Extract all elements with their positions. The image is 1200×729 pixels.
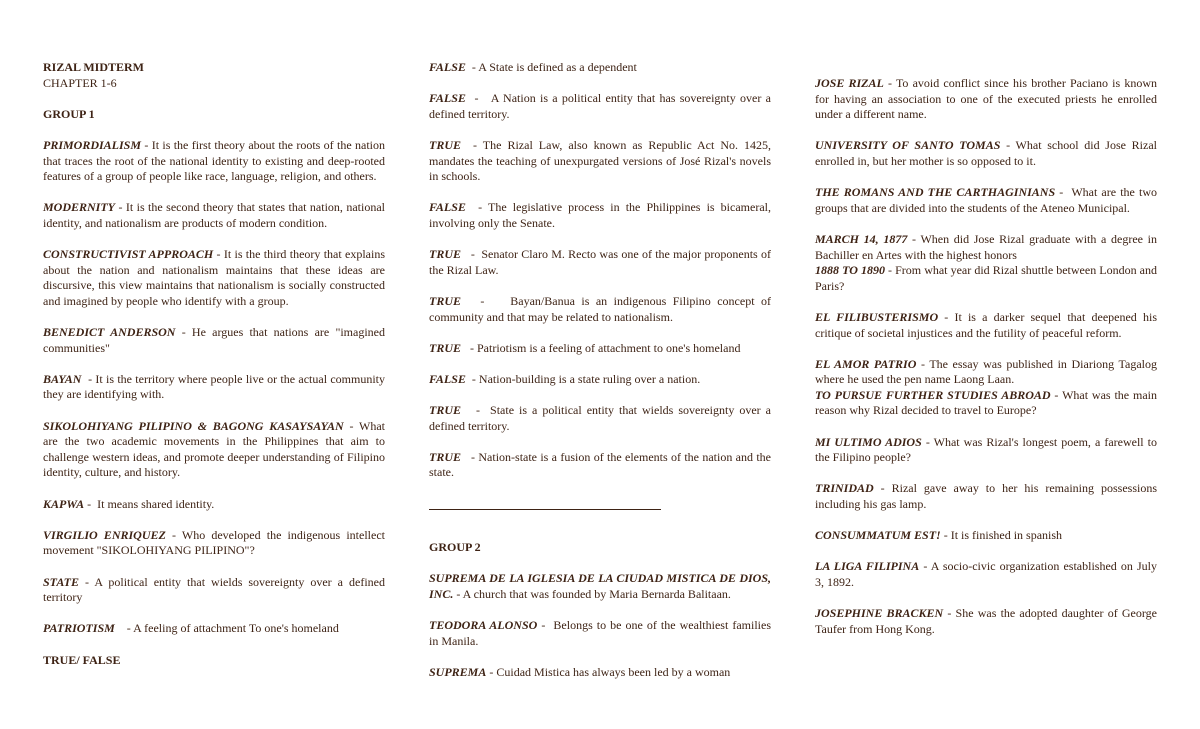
entry-text: - A political entity that wields sovereignty over a defined territory: [43, 574, 388, 605]
entry-term: TRINIDAD: [815, 481, 874, 496]
entry-text: - The legislative process in the Philippines is bicameral, involving only the Senate.: [429, 200, 774, 230]
definition-entry: [43, 200, 388, 231]
entry-term: TRUE: [429, 137, 462, 152]
entry-text: - A Nation is a political entity that has sovereignty over a defined territory.: [429, 91, 774, 121]
definition-entry: [43, 325, 388, 356]
true-false-entry: [429, 137, 774, 185]
entry-term: KAPWA: [43, 496, 85, 511]
entry-text: - It is finished in spanish: [940, 528, 1063, 543]
column-3: [815, 76, 1161, 653]
entry-text: - Rizal gave away to her his remaining possessions including his gas lamp.: [815, 481, 1160, 512]
entry-text: - A socio-civic organization established on July 3, 1892.: [815, 559, 1160, 589]
entry-term: MODERNITY: [43, 200, 116, 215]
entry-term: JOSE RIZAL: [815, 76, 884, 90]
definition-entry: [429, 618, 774, 649]
entry-term: TRUE: [429, 247, 462, 262]
entry-text: - It means shared identity.: [84, 496, 215, 511]
true-false-entry: [429, 60, 771, 76]
entry-text: - It is the third theory that explains about the nation and nationalism maintains that these ideas are discursive, this view maintains that nationalism is socially constructed and imagined by people who identify with a group.: [43, 247, 389, 308]
entry-term: PRIMORDIALISM: [43, 137, 142, 152]
entry-term: STATE: [43, 574, 80, 589]
definition-entry: [815, 231, 1160, 263]
column-1: [43, 60, 389, 684]
entry-text: - A feeling of attachment To one's homeland: [114, 621, 339, 636]
definition-entry: [429, 665, 771, 681]
definition-entry: [43, 371, 388, 403]
true-false-entry: [429, 372, 771, 388]
entry-term: SUPREMA DE LA IGLESIA DE LA CIUDAD MISTICA DE DIOS, INC.: [429, 571, 771, 601]
entry-text: - She was the adopted daughter of George Taufer from Hong Kong.: [815, 606, 1160, 636]
entry-text: - It is the second theory that states that nation, national identity, and nationalism are products of modern condition.: [43, 200, 388, 230]
entry-text: - A State is defined as a dependent: [465, 60, 637, 74]
entry-text: - Nation-state is a fusion of the elements of the nation and the state.: [429, 449, 774, 480]
group-2-heading: GROUP 2: [429, 540, 481, 555]
definition-entry: [43, 621, 385, 637]
column-2: [429, 60, 774, 696]
entry-text: - Nation-building is a state ruling over a nation.: [465, 371, 701, 386]
entry-text: - What was the main reason why Rizal decided to travel to Europe?: [815, 387, 1160, 418]
definition-entry: [815, 263, 1161, 294]
entry-term: FALSE: [429, 371, 466, 386]
entry-term: FALSE: [429, 200, 466, 215]
entry-text: - Belongs to be one of the wealthiest families in Manila.: [429, 618, 774, 648]
group-2-continued-definitions: [815, 76, 1161, 637]
definition-entry: [815, 76, 1160, 123]
entry-term: LA LIGA FILIPINA: [815, 559, 920, 574]
entry-text: - It is the territory where people live or the actual community they are identifying with.: [43, 371, 388, 402]
entry-term: TRUE: [429, 293, 462, 308]
entry-term: BAYAN: [43, 371, 82, 386]
entry-term: EL AMOR PATRIO: [815, 356, 917, 371]
group-1-definitions: [43, 137, 389, 637]
entry-term: UNIVERSITY OF SANTO TOMAS: [815, 138, 1001, 153]
entry-text: - What are the two groups that are divided into the students of the Ateneo Municipal.: [815, 185, 1161, 215]
entry-term: TEODORA ALONSO: [429, 618, 538, 632]
entry-term: VIRGILIO ENRIQUEZ: [43, 527, 166, 542]
entry-term: PATRIOTISM: [43, 621, 115, 636]
true-false-entry: [429, 91, 774, 122]
definition-entry: [43, 497, 385, 513]
true-false-heading: TRUE/ FALSE: [43, 652, 121, 667]
true-false-entry: [429, 449, 774, 481]
definition-entry: [815, 434, 1160, 466]
true-false-entry: [429, 247, 774, 278]
entry-text: - What was Rizal's longest poem, a farewell to the Filipino people?: [815, 434, 1160, 465]
entry-term: FALSE: [429, 60, 466, 74]
definition-entry: [815, 606, 1160, 637]
definition-entry: [43, 527, 388, 559]
entry-text: - A church that was founded by Maria Bernarda Balitaan.: [453, 586, 731, 601]
true-false-entry: [429, 293, 774, 325]
entry-term: EL FILIBUSTERISMO: [815, 309, 939, 324]
document-title: RIZAL MIDTERM: [43, 60, 145, 74]
entry-term: MI ULTIMO ADIOS: [815, 434, 922, 449]
definition-entry: [43, 418, 389, 481]
group-2-definitions: [429, 571, 774, 680]
entry-text: - State is a political entity that wields sovereignty over a defined territory.: [429, 403, 774, 433]
entry-term: CONSTRUCTIVIST APPROACH: [43, 247, 214, 262]
entry-text: - Senator Claro M. Recto was one of the major proponents of the Rizal Law.: [429, 247, 774, 277]
section-divider: [429, 509, 661, 510]
definition-entry: [815, 559, 1160, 590]
entry-term: BENEDICT ANDERSON: [43, 325, 176, 340]
entry-term: TRUE: [429, 403, 462, 418]
entry-text: - It is a darker sequel that deepened his critique of societal injustices and the futility of peaceful reform.: [815, 309, 1160, 340]
document-subtitle: CHAPTER 1-6: [43, 75, 117, 90]
entry-term: TO PURSUE FURTHER STUDIES ABROAD: [815, 387, 1051, 402]
entry-term: SUPREMA: [429, 664, 487, 679]
entry-term: JOSEPHINE BRACKEN: [815, 606, 944, 621]
entry-text: - Who developed the indigenous intellect movement "SIKOLOHIYANG PILIPINO"?: [43, 527, 388, 558]
definition-entry: [43, 137, 388, 185]
true-false-entry: [429, 403, 774, 434]
entry-term: TRUE: [429, 340, 462, 355]
entry-text: - What are the two academic movements in the Philippines that aim to challenge western ideas, and promote deeper understanding of Filipino identity, culture, and history.: [43, 418, 389, 480]
true-false-entry: [429, 200, 774, 231]
entry-text: - He argues that nations are "imagined communities": [43, 325, 388, 355]
definition-entry: [815, 138, 1160, 169]
entry-term: MARCH 14, 1877: [815, 231, 908, 246]
definition-entry: [815, 528, 1157, 544]
entry-text: - From what year did Rizal shuttle between London and Paris?: [815, 263, 1161, 293]
entry-text: - To avoid conflict since his brother Paciano is known for having an association to one of the executed priests he enrolled under a different name.: [815, 76, 1160, 122]
entry-text: - Patriotism is a feeling of attachment to one's homeland: [461, 340, 741, 355]
entry-text: - What school did Jose Rizal enrolled in, but her mother is so opposed to it.: [815, 138, 1160, 168]
entry-term: THE ROMANS AND THE CARTHAGINIANS: [815, 185, 1056, 200]
definition-entry: [429, 571, 771, 602]
entry-text: - The essay was published in Diariong Tagalog where he used the pen name Laong Laan.: [815, 356, 1160, 387]
definition-entry: [815, 309, 1160, 341]
definition-entry: [815, 356, 1160, 388]
definition-entry: [43, 247, 389, 309]
group-1-heading: GROUP 1: [43, 106, 95, 121]
entry-text: - Cuidad Mistica has always been led by a woman: [486, 664, 731, 679]
entry-text: - When did Jose Rizal graduate with a degree in Bachiller en Artes with the highest honors: [815, 231, 1160, 262]
definition-entry: [815, 387, 1160, 419]
entry-term: SIKOLOHIYANG PILIPINO & BAGONG KASAYSAYAN: [43, 418, 344, 433]
entry-term: FALSE: [429, 91, 466, 106]
entry-text: - Bayan/Banua is an indigenous Filipino concept of community and that may be related to nationalism.: [429, 293, 774, 324]
definition-entry: [815, 185, 1161, 216]
entry-term: CONSUMMATUM EST!: [815, 528, 941, 543]
entry-text: - The Rizal Law, also known as Republic Act No. 1425, mandates the teaching of unexpurgated versions of José Rizal's novels in schools.: [429, 137, 774, 184]
entry-term: 1888 TO 1890: [815, 263, 885, 278]
definition-entry: [815, 481, 1160, 512]
definition-entry: [43, 574, 388, 606]
true-false-entry: [429, 341, 771, 357]
true-false-items: [429, 60, 774, 481]
entry-term: TRUE: [429, 449, 462, 464]
entry-text: - It is the first theory about the roots of the nation that traces the root of the national identity to existing and deep-rooted features of a group of people like race, language, religion, and others.: [43, 137, 388, 184]
